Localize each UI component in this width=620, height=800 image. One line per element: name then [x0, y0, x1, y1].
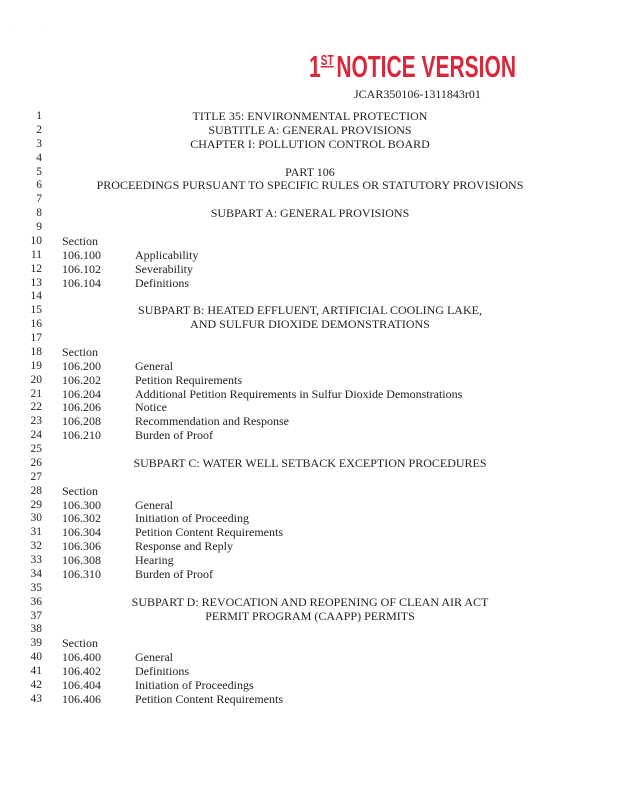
line-number: 20: [30, 373, 42, 386]
line-number: 42: [30, 678, 42, 691]
document-line: [0, 512, 620, 526]
line-number: 35: [30, 581, 42, 594]
document-line: [0, 110, 620, 124]
document-line: [0, 332, 620, 346]
document-line: [0, 554, 620, 568]
heading-text: SUBPART A: GENERAL PROVISIONS: [210, 206, 410, 221]
line-number: 40: [30, 651, 42, 664]
document-line: [0, 582, 620, 596]
document-line: [0, 318, 620, 332]
heading-text: PART 106: [285, 164, 335, 179]
section-title: Applicability: [135, 247, 199, 262]
document-line: [0, 221, 620, 235]
section-title: Definitions: [135, 275, 189, 290]
line-number: 24: [30, 429, 42, 442]
line-number: 39: [30, 637, 42, 650]
document-line: [0, 152, 620, 166]
section-number: 106.200: [62, 358, 101, 373]
section-number: 106.310: [62, 566, 101, 581]
heading-text: PERMIT PROGRAM (CAAPP) PERMITS: [205, 608, 415, 623]
line-number: 19: [30, 359, 42, 372]
section-number: 106.204: [62, 386, 101, 401]
section-title: Hearing: [135, 553, 174, 567]
document-line: [0, 290, 620, 304]
section-title: Burden of Proof: [135, 566, 213, 581]
document-line: [0, 651, 620, 665]
stamp-part2: NOTICE VERSION: [336, 49, 602, 84]
section-number: 106.400: [62, 650, 101, 665]
document-line: [0, 304, 620, 318]
document-line: [0, 388, 620, 402]
document-line: [0, 596, 620, 610]
section-title: Initiation of Proceeding: [135, 511, 249, 526]
section-number: 106.304: [62, 525, 101, 540]
stamp-part1: 1: [309, 49, 327, 84]
line-number: 34: [30, 567, 42, 580]
line-number: 2: [36, 123, 42, 136]
line-number: 11: [30, 248, 42, 261]
line-number: 13: [30, 276, 42, 289]
document-line: [0, 485, 620, 499]
line-number: 7: [36, 193, 42, 206]
line-number: 8: [36, 207, 42, 220]
document-line: [0, 124, 620, 138]
document-line: [0, 138, 620, 152]
document-line: [0, 457, 620, 471]
line-number: 30: [30, 512, 42, 525]
document-line: [0, 623, 620, 637]
section-title: Severability: [135, 261, 193, 276]
document-body: [0, 110, 620, 707]
document-line: [0, 263, 620, 277]
heading-text: SUBPART D: REVOCATION AND REOPENING OF CLEAN AIR ACT: [131, 594, 489, 609]
section-title: Petition Content Requirements: [135, 525, 283, 540]
document-line: [0, 360, 620, 374]
section-title: Petition Content Requirements: [135, 691, 283, 706]
document-line: [0, 179, 620, 193]
line-number: 16: [30, 318, 42, 331]
line-number: 4: [36, 151, 42, 164]
line-number: 43: [30, 692, 42, 705]
section-number: 106.402: [62, 664, 101, 678]
document-line: [0, 249, 620, 263]
line-number: 5: [36, 165, 42, 178]
document-line: [0, 401, 620, 415]
section-number: 106.308: [62, 553, 101, 567]
section-title: Burden of Proof: [135, 428, 213, 443]
section-number: 106.208: [62, 414, 101, 429]
line-number: 18: [30, 345, 42, 358]
section-number: Section: [62, 483, 98, 498]
heading-text: CHAPTER I: POLLUTION CONTROL BOARD: [190, 136, 430, 151]
heading-text: SUBTITLE A: GENERAL PROVISIONS: [208, 122, 412, 137]
section-title: Initiation of Proceedings: [135, 677, 254, 692]
section-number: 106.406: [62, 691, 101, 706]
line-number: 26: [30, 456, 42, 469]
document-line: [0, 193, 620, 207]
stamp-text: [309, 49, 602, 84]
line-number: 21: [30, 387, 42, 400]
heading-text: SUBPART B: HEATED EFFLUENT, ARTIFICIAL COOLING LAKE,: [138, 303, 482, 318]
document-line: [0, 443, 620, 457]
section-number: Section: [62, 344, 98, 359]
line-number: 9: [36, 221, 42, 233]
document-line: [0, 277, 620, 291]
document-line: [0, 679, 620, 693]
section-title: General: [135, 650, 173, 665]
section-number: 106.104: [62, 275, 101, 290]
heading-text: PROCEEDINGS PURSUANT TO SPECIFIC RULES OR STATUTORY PROVISIONS: [96, 178, 524, 193]
heading-text: SUBPART C: WATER WELL SETBACK EXCEPTION PROCEDURES: [133, 455, 487, 470]
scan-corner-marks: . .: [12, 28, 58, 33]
line-number: 37: [30, 609, 42, 622]
line-number: 38: [30, 623, 42, 636]
document-line: [0, 415, 620, 429]
document-line: [0, 429, 620, 443]
section-title: General: [135, 358, 173, 373]
section-title: Recommendation and Response: [135, 414, 289, 429]
line-number: 12: [30, 262, 42, 275]
section-number: 106.210: [62, 428, 101, 443]
heading-text: TITLE 35: ENVIRONMENTAL PROTECTION: [192, 109, 428, 123]
document-line: [0, 665, 620, 679]
document-line: [0, 207, 620, 221]
document-line: [0, 346, 620, 360]
document-id: JCAR350106-1311843r01: [354, 87, 481, 101]
section-number: 106.404: [62, 677, 101, 692]
section-title: Definitions: [135, 664, 189, 678]
line-number: 15: [30, 304, 42, 317]
line-number: 28: [30, 484, 42, 497]
line-number: 10: [30, 234, 42, 247]
line-number: 36: [30, 595, 42, 608]
line-number: 41: [30, 665, 42, 677]
section-number: 106.206: [62, 400, 101, 415]
section-title: General: [135, 497, 173, 512]
document-line: [0, 374, 620, 388]
stamp-sup: ST: [320, 52, 340, 69]
section-number: 106.202: [62, 372, 101, 387]
line-number: 32: [30, 540, 42, 553]
section-number: 106.306: [62, 539, 101, 554]
section-title: Notice: [135, 400, 167, 415]
document-line: [0, 526, 620, 540]
line-number: 14: [30, 290, 42, 303]
section-title: Response and Reply: [135, 539, 233, 554]
section-number: Section: [62, 233, 98, 248]
section-number: Section: [62, 636, 98, 651]
section-number: 106.100: [62, 247, 101, 262]
document-line: [0, 471, 620, 485]
document-line: [0, 540, 620, 554]
section-number: 106.300: [62, 497, 101, 512]
document-line: [0, 610, 620, 624]
line-number: 22: [30, 401, 42, 414]
section-title: Petition Requirements: [135, 372, 242, 387]
line-number: 1: [36, 110, 42, 122]
document-line: [0, 166, 620, 180]
heading-text: AND SULFUR DIOXIDE DEMONSTRATIONS: [190, 317, 430, 332]
line-number: 25: [30, 443, 42, 455]
line-number: 33: [30, 554, 42, 566]
first-notice-version-stamp: [309, 44, 602, 84]
line-number: 31: [30, 526, 42, 539]
line-number: 17: [30, 332, 42, 344]
section-number: 106.102: [62, 261, 101, 276]
document-line: [0, 235, 620, 249]
document-line: [0, 637, 620, 651]
line-number: 27: [30, 470, 42, 483]
document-line: [0, 568, 620, 582]
line-number: 6: [36, 179, 42, 192]
document-line: [0, 693, 620, 707]
section-number: 106.302: [62, 511, 101, 526]
document-line: [0, 499, 620, 513]
section-title: Additional Petition Requirements in Sulfur Dioxide Demonstrations: [135, 386, 463, 401]
line-number: 3: [36, 137, 42, 150]
line-number: 23: [30, 415, 42, 428]
line-number: 29: [30, 498, 42, 511]
